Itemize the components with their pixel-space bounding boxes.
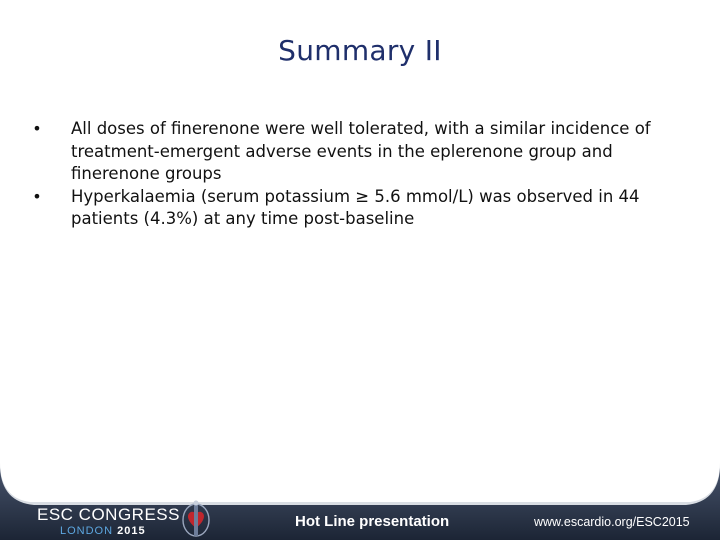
congress-city: LONDON [60,525,114,537]
bullet-marker: • [32,186,42,206]
esc-heart-emblem-icon [173,498,219,540]
bullet-marker: • [32,119,42,138]
bullet-text: Hyperkalaemia (serum potassium ≥ 5.6 mmol/L) was observed in 44 patients (4.3%) at any time post-baseline [71,186,640,228]
congress-year: 2015 [117,525,146,537]
bullet-item [30,186,690,231]
hot-line-label: Hot Line presentation [295,513,450,530]
congress-location [60,525,146,537]
footer-url: www.escardio.org/ESC2015 [534,515,690,529]
bullet-list [30,118,690,231]
slide-title: Summary II [278,34,442,67]
bullet-item [30,118,690,186]
bullet-text: All doses of finerenone were well tolerated, with a similar incidence of treatment-emergent adverse events in the eplerenone group and finerenone groups [71,119,651,183]
esc-congress-logo: ESC CONGRESS [37,505,180,524]
